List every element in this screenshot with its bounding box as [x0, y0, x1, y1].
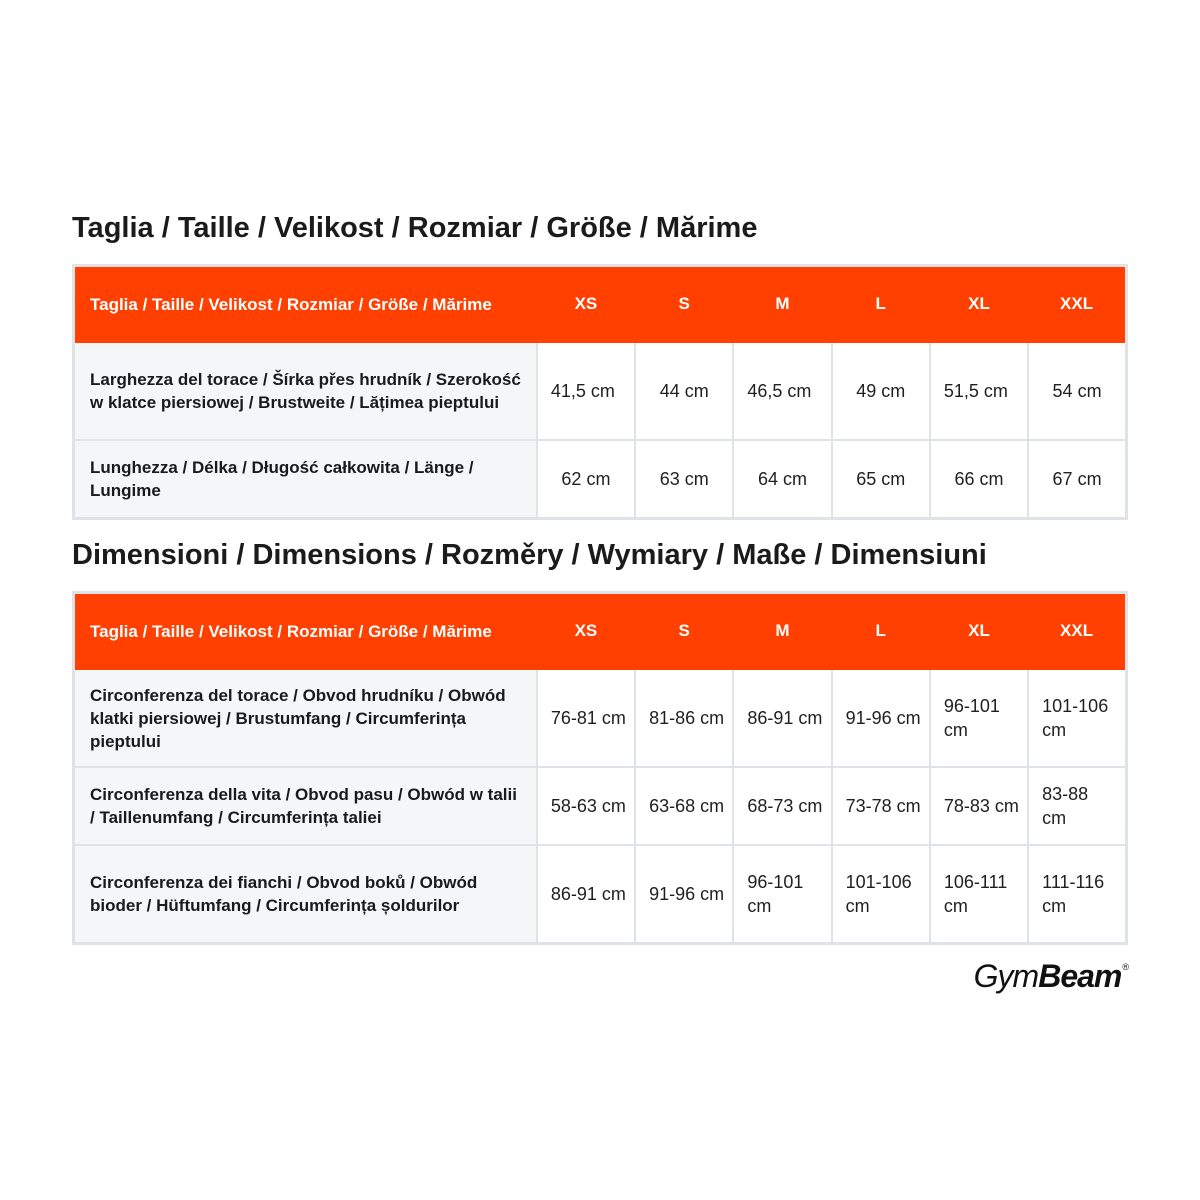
row-label-waist-circumference: Circonferenza della vita / Obvod pasu / Obwód w talii / Taillenumfang / Circumferința taliei — [74, 767, 537, 845]
header-size-m: M — [733, 266, 831, 343]
logo-text-beam: Beam — [1038, 958, 1122, 994]
table-cell: 86-91 cm — [537, 845, 635, 944]
table-header-row — [74, 593, 1127, 670]
logo-text-gym: Gym — [973, 958, 1039, 994]
table-cell: 96-101 cm — [733, 845, 831, 944]
table-cell: 41,5 cm — [537, 342, 635, 440]
table-cell: 101-106 cm — [1028, 669, 1126, 767]
header-size-xxl: XXL — [1028, 266, 1126, 343]
registered-trademark-icon: ® — [1122, 962, 1129, 972]
table-cell: 91-96 cm — [635, 845, 733, 944]
table-cell: 81-86 cm — [635, 669, 733, 767]
table-cell: 96-101 cm — [930, 669, 1028, 767]
gymbeam-logo — [974, 958, 1128, 995]
table-cell: 66 cm — [930, 440, 1028, 519]
table-cell: 91-96 cm — [832, 669, 930, 767]
table-row — [74, 669, 1127, 767]
header-size-xxl: XXL — [1028, 593, 1126, 670]
header-size-xl: XL — [930, 266, 1028, 343]
table-cell: 49 cm — [832, 342, 930, 440]
table-cell: 51,5 cm — [930, 342, 1028, 440]
table-cell: 58-63 cm — [537, 767, 635, 845]
table-cell: 101-106 cm — [832, 845, 930, 944]
header-size-xs: XS — [537, 593, 635, 670]
table-cell: 106-111 cm — [930, 845, 1028, 944]
dimensions-table — [72, 591, 1128, 945]
table-cell: 63-68 cm — [635, 767, 733, 845]
header-size-label: Taglia / Taille / Velikost / Rozmiar / Größe / Mărime — [74, 593, 537, 670]
table-cell: 67 cm — [1028, 440, 1126, 519]
table-cell: 46,5 cm — [733, 342, 831, 440]
table-row — [74, 845, 1127, 944]
table-header-row — [74, 266, 1127, 343]
table-cell: 44 cm — [635, 342, 733, 440]
size-section-title: Taglia / Taille / Velikost / Rozmiar / Größe / Mărime — [72, 212, 758, 244]
table-cell: 54 cm — [1028, 342, 1126, 440]
table-cell: 64 cm — [733, 440, 831, 519]
table-cell: 76-81 cm — [537, 669, 635, 767]
table-row — [74, 440, 1127, 519]
table-cell: 63 cm — [635, 440, 733, 519]
header-size-l: L — [832, 593, 930, 670]
header-size-xl: XL — [930, 593, 1028, 670]
table-row — [74, 342, 1127, 440]
size-table — [72, 264, 1128, 520]
row-label-chest-width: Larghezza del torace / Šírka přes hrudník / Szerokość w klatce piersiowej / Brustweite / Lățimea pieptului — [74, 342, 537, 440]
table-cell: 68-73 cm — [733, 767, 831, 845]
header-size-l: L — [832, 266, 930, 343]
table-cell: 62 cm — [537, 440, 635, 519]
header-size-s: S — [635, 266, 733, 343]
row-label-length: Lunghezza / Délka / Długość całkowita / Länge / Lungime — [74, 440, 537, 519]
table-cell: 86-91 cm — [733, 669, 831, 767]
header-size-xs: XS — [537, 266, 635, 343]
row-label-chest-circumference: Circonferenza del torace / Obvod hrudníku / Obwód klatki piersiowej / Brustumfang / Circumferința pieptului — [74, 669, 537, 767]
table-row — [74, 767, 1127, 845]
header-size-m: M — [733, 593, 831, 670]
header-size-s: S — [635, 593, 733, 670]
row-label-hip-circumference: Circonferenza dei fianchi / Obvod boků / Obwód bioder / Hüftumfang / Circumferința șoldurilor — [74, 845, 537, 944]
table-cell: 83-88 cm — [1028, 767, 1126, 845]
header-size-label: Taglia / Taille / Velikost / Rozmiar / Größe / Mărime — [74, 266, 537, 343]
table-cell: 111-116 cm — [1028, 845, 1126, 944]
table-cell: 65 cm — [832, 440, 930, 519]
dimensions-section-title: Dimensioni / Dimensions / Rozměry / Wymiary / Maße / Dimensiuni — [72, 539, 987, 571]
table-cell: 78-83 cm — [930, 767, 1028, 845]
table-cell: 73-78 cm — [832, 767, 930, 845]
